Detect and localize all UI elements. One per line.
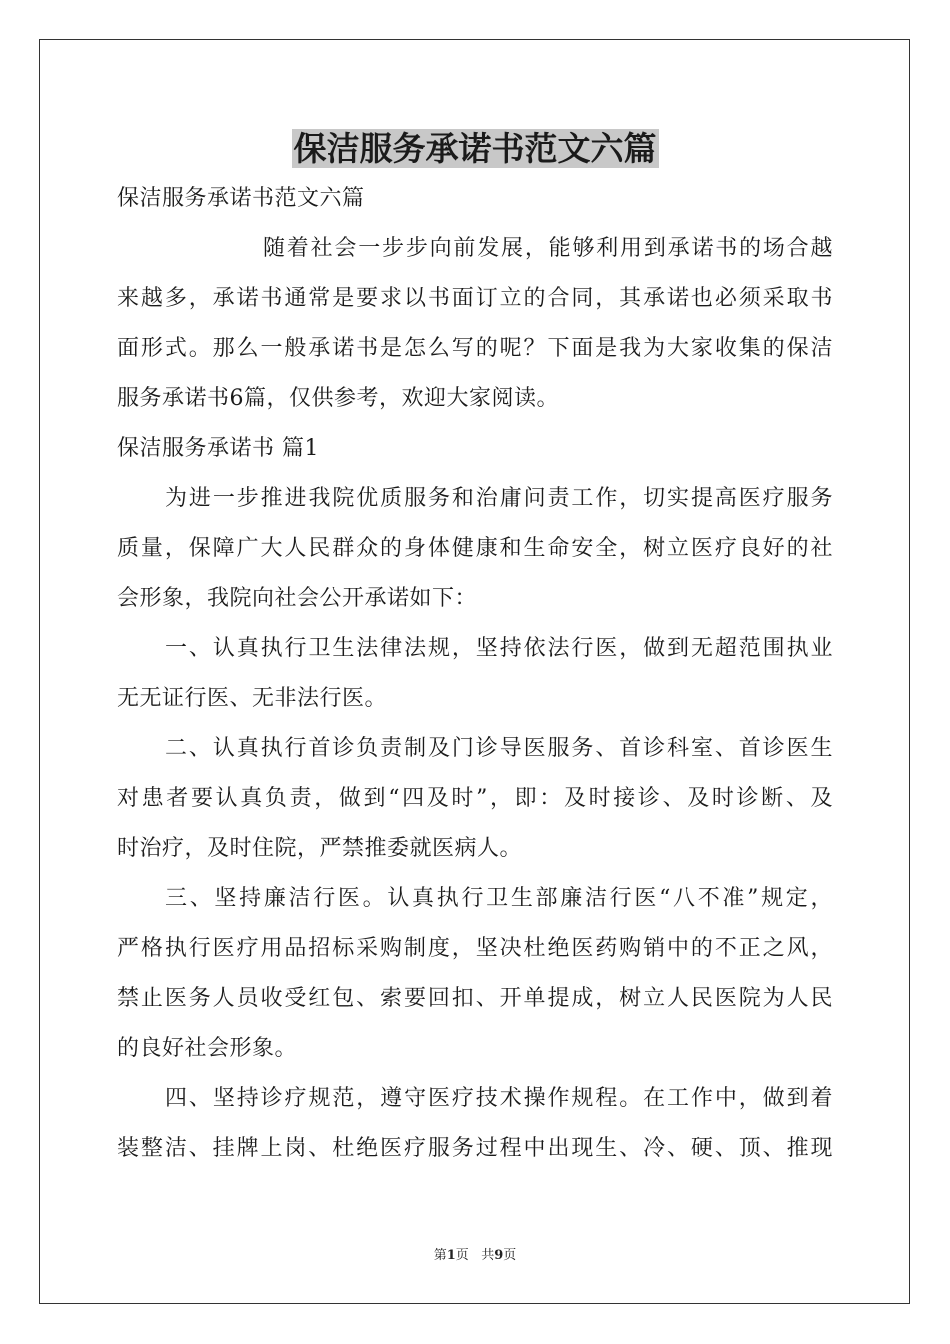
para4-line-2: 严格执行医疗用品招标采购制度，坚决杜绝医药购销中的不正之风， — [117, 936, 833, 961]
para3-line-3: 时治疗，及时住院，严禁推委就医病人。 — [117, 836, 523, 861]
para1-line-1: 为进一步推进我院优质服务和治庸问责工作，切实提高医疗服务 — [165, 486, 833, 511]
para1-line-3: 会形象，我院向社会公开承诺如下： — [117, 586, 478, 611]
footer-page-prefix: 第 — [433, 1248, 447, 1263]
document-title — [117, 124, 833, 174]
page-border — [39, 39, 910, 1304]
para2-line-2: 无无证行医、无非法行医。 — [117, 686, 388, 711]
footer-total-suffix: 页 — [503, 1248, 517, 1263]
para2-line-1: 一、认真执行卫生法律法规，坚持依法行医，做到无超范围执业 — [165, 636, 833, 661]
para4-line-1: 三、坚持廉洁行医。认真执行卫生部廉洁行医“八不准”规定， — [165, 886, 833, 911]
intro-line-2: 来越多，承诺书通常是要求以书面订立的合同，其承诺也必须采取书 — [117, 286, 833, 311]
para1-line-2: 质量，保障广大人民群众的身体健康和生命安全，树立医疗良好的社 — [117, 536, 833, 561]
subtitle: 保洁服务承诺书范文六篇 — [117, 186, 365, 211]
intro-line-4: 服务承诺书6篇，仅供参考，欢迎大家阅读。 — [117, 386, 559, 411]
para4-line-4: 的良好社会形象。 — [117, 1036, 298, 1061]
footer-total-prefix: 共 — [481, 1248, 495, 1263]
footer-page-number: 1 — [446, 1248, 456, 1263]
intro-line-1: 随着社会一步步向前发展，能够利用到承诺书的场合越 — [263, 236, 833, 261]
para3-line-1: 二、认真执行首诊负责制及门诊导医服务、首诊科室、首诊医生 — [165, 736, 833, 761]
para3-line-2: 对患者要认真负责，做到“四及时”，即：及时接诊、及时诊断、及 — [117, 786, 833, 811]
footer-page-suffix: 页 — [455, 1248, 469, 1263]
intro-line-3: 面形式。那么一般承诺书是怎么写的呢？下面是我为大家收集的保洁 — [117, 336, 833, 361]
para5-line-1: 四、坚持诊疗规范，遵守医疗技术操作规程。在工作中，做到着 — [165, 1086, 833, 1111]
para5-line-2: 装整洁、挂牌上岗、杜绝医疗服务过程中出现生、冷、硬、顶、推现 — [117, 1136, 833, 1161]
page-footer — [0, 1244, 950, 1263]
section-heading: 保洁服务承诺书 篇1 — [117, 436, 319, 461]
para4-line-3: 禁止医务人员收受红包、索要回扣、开单提成，树立人民医院为人民 — [117, 986, 833, 1011]
document-title-text: 保洁服务承诺书范文六篇 — [293, 129, 657, 168]
footer-total-pages: 9 — [494, 1248, 504, 1263]
